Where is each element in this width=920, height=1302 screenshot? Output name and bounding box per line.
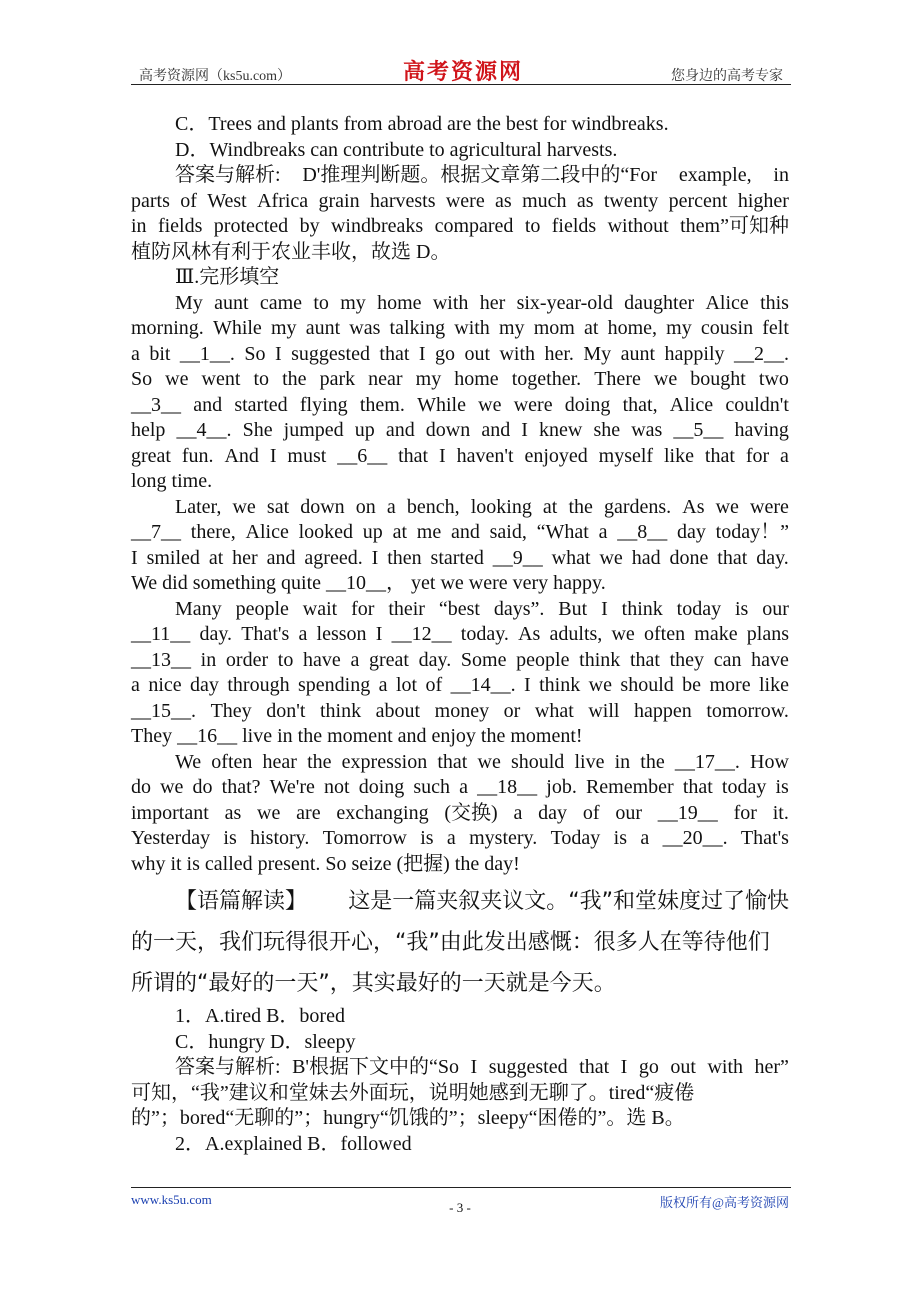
header-left-text: 高考资源网（ks5u.com） — [139, 69, 292, 84]
text-line: Many people wait for their “best days”. But I think today is our — [175, 597, 789, 620]
text-line: __15__. They don't think about money or what will happen tomorrow. — [131, 699, 789, 722]
footer-divider — [131, 1187, 791, 1188]
text-line: So we went to the park near my home together. There we bought two — [131, 368, 789, 390]
text-line: a bit __1__. So I suggested that I go out with her. My aunt happily __2__. — [131, 342, 789, 365]
page-number: - 3 - — [449, 1200, 471, 1215]
text-line: a nice day through spending a lot of __14__. I think we should be more like — [131, 674, 789, 696]
text-line: 答案与解析: B'根据下文中的“So I suggested that I go out with her” — [175, 1056, 789, 1078]
text-line: parts of West Africa grain harvests were as much as twenty percent higher — [131, 189, 789, 212]
text-line: They __16__ live in the moment and enjoy the moment! — [131, 725, 583, 747]
text-line: do we do that? We're not doing such a __18__ job. Remember that today is — [131, 776, 789, 798]
reading-line: 的一天，我们玩得很开心，“我”由此发出感慨：很多人在等待他们 — [131, 930, 770, 955]
text-line: why it is called present. So seize (把握) the day! — [131, 852, 520, 875]
header-divider — [131, 84, 791, 85]
text-line: My aunt came to my home with her six-year-old daughter Alice this — [175, 291, 789, 314]
text-line: Later, we sat down on a bench, looking at the gardens. As we were — [175, 495, 789, 518]
header-right-text: 您身边的高考专家 — [671, 69, 783, 84]
text-line: D．Windbreaks can contribute to agricultural harvests. — [175, 138, 618, 161]
reading-line: 【语篇解读】 这是一篇夹叙夹议文。“我”和堂妹度过了愉快 — [175, 889, 789, 914]
text-line: Ⅲ.完形填空 — [175, 266, 280, 288]
text-line: help __4__. She jumped up and down and I knew she was __5__ having — [131, 419, 789, 441]
text-line: 植防风林有利于农业丰收，故选 D。 — [131, 240, 451, 263]
text-block-1 — [131, 112, 789, 877]
text-line: __13__ in order to have a great day. Some people think that they can have — [131, 648, 789, 671]
reading-line: 所谓的“最好的一天”，其实最好的一天就是今天。 — [131, 971, 616, 996]
text-line: We did something quite __10__， yet we were very happy. — [131, 572, 606, 594]
text-block-2 — [131, 1004, 789, 1157]
text-line: long time. — [131, 470, 213, 492]
text-line: 可知，“我”建议和堂妹去外面玩，说明她感到无聊了。tired“疲倦 — [131, 1081, 695, 1104]
header-logo: 高考资源网 — [403, 59, 524, 85]
text-line: 的”；bored“无聊的”；hungry“饥饿的”；sleepy“困倦的”。选 B。 — [131, 1107, 685, 1129]
text-line: 1．A.tired B．bored — [175, 1005, 345, 1027]
text-line: We often hear the expression that we should live in the __17__. How — [175, 750, 789, 773]
text-line: Yesterday is history. Tomorrow is a mystery. Today is a __20__. That's — [131, 827, 789, 849]
text-line: great fun. And I must __6__ that I haven't enjoyed myself like that for a — [131, 444, 789, 467]
text-line: __3__ and started flying them. While we were doing that, Alice couldn't — [131, 393, 789, 416]
text-line: in fields protected by windbreaks compared to fields without them”可知种 — [131, 215, 789, 237]
footer-website-link[interactable]: www.ks5u.com — [131, 1192, 212, 1207]
text-line: C．Trees and plants from abroad are the best for windbreaks. — [175, 113, 669, 135]
text-line: I smiled at her and agreed. I then started __9__ what we had done that day. — [131, 546, 789, 569]
text-line: 答案与解析: D'推理判断题。根据文章第二段中的“For example, in — [175, 164, 789, 186]
page-header — [131, 55, 791, 85]
text-line: C．hungry D．sleepy — [175, 1030, 356, 1053]
text-line: morning. While my aunt was talking with my mom at home, my cousin felt — [131, 317, 789, 339]
footer-copyright: 版权所有@高考资源网 — [660, 1195, 789, 1210]
text-line: __11__ day. That's a lesson I __12__ today. As adults, we often make plans — [131, 623, 789, 645]
text-line: __7__ there, Alice looked up at me and said, “What a __8__ day today！” — [131, 521, 789, 543]
reading-interpretation — [131, 881, 789, 1004]
text-line: important as we are exchanging (交换) a day of our __19__ for it. — [131, 801, 789, 824]
text-line: 2．A.explained B．followed — [175, 1132, 412, 1155]
document-body — [131, 112, 789, 1157]
